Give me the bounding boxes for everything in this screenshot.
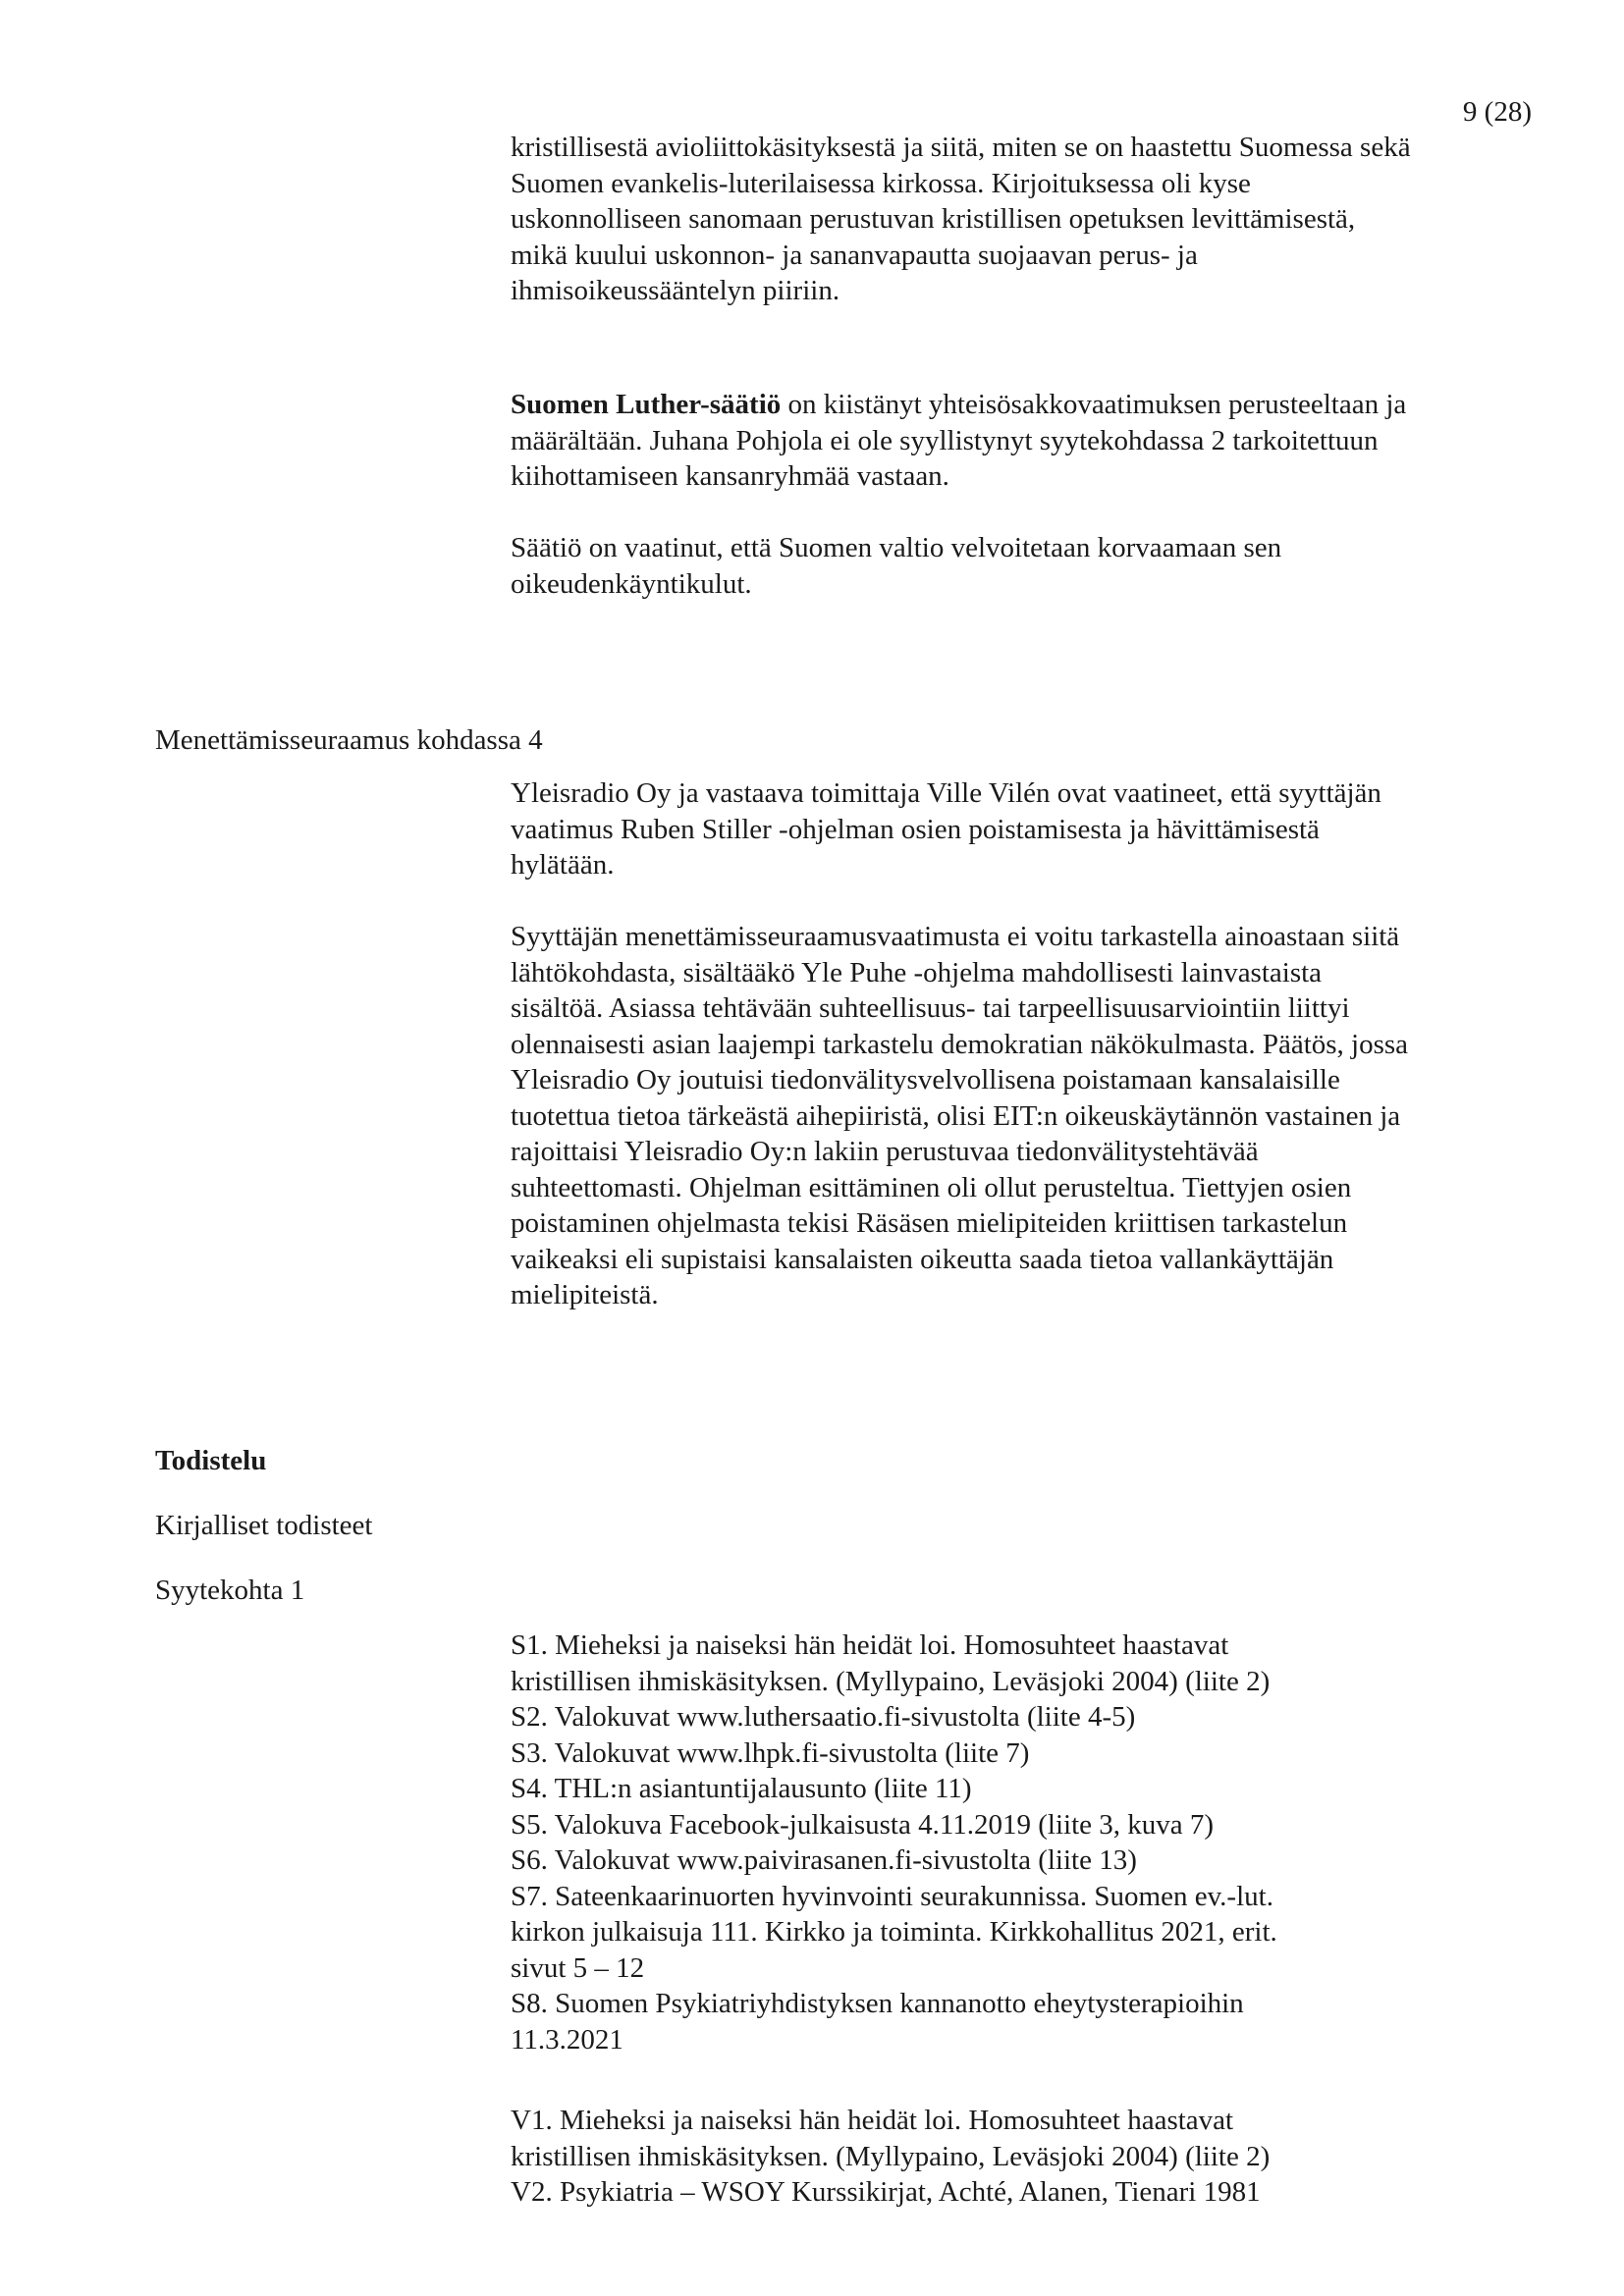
prosecutor-line: sisältöä. Asiassa tehtävään suhteellisuus- tai tarpeellisuusarviointiin liittyi [511,992,1350,1024]
foundation-paragraph [511,530,1561,602]
prosecutor-paragraph [511,919,1561,1313]
prosecutor-line: poistaminen ohjelmasta tekisi Räsäsen mielipiteiden kriittisen tarkastelun [511,1207,1348,1239]
prosecutor-line: Yleisradio Oy joutuisi tiedonvälitysvelvollisena poistamaan kansalaisille [511,1064,1340,1095]
intro-line: kristillisestä avioliittokäsityksestä ja siitä, miten se on haastettu Suomessa sekä [511,132,1411,163]
luther-first-line-rest: on kiistänyt yhteisösakkovaatimuksen perusteeltaan ja [781,389,1407,420]
evidence-line: S6. Valokuvat www.paivirasanen.fi-sivustolta (liite 13) [511,1844,1137,1876]
prosecutor-line: lähtökohdasta, sisältääkö Yle Puhe -ohjelma mahdollisesti lainvastaista [511,956,1323,988]
evidence-item-s7 [511,1879,1561,1987]
evidence-line: S7. Sateenkaarinuorten hyvinvointi seurakunnissa. Suomen ev.-lut. [511,1880,1273,1912]
yle-line: Yleisradio Oy ja vastaava toimittaja Ville Vilén ovat vaatineet, että syyttäjän [511,777,1381,809]
prosecutor-line: Syyttäjän menettämisseuraamusvaatimusta ei voitu tarkastella ainoastaan siitä [511,921,1400,952]
forfeiture-heading: Menettämisseuraamus kohdassa 4 [155,724,543,756]
page-number: 9 (28) [1462,96,1532,128]
evidence-item-s6 [511,1842,1561,1879]
prosecutor-line: suhteettomasti. Ohjelman esittäminen oli ollut perusteltua. Tiettyjen osien [511,1171,1352,1203]
prosecutor-line: tuotettua tietoa tärkeästä aihepiiristä, olisi EIT:n oikeuskäytännön vastainen ja [511,1099,1401,1132]
evidence-item-v2 [511,2174,1561,2211]
prosecution-evidence-list [511,1628,1561,2057]
evidence-line: S3. Valokuvat www.lhpk.fi-sivustolta (liite 7) [511,1736,1030,1769]
evidence-line: S1. Mieheksi ja naiseksi hän heidät loi. Homosuhteet haastavat [511,1629,1229,1661]
evidence-item-s4 [511,1771,1561,1807]
evidence-line: V1. Mieheksi ja naiseksi hän heidät loi. Homosuhteet haastavat [511,2105,1234,2136]
evidence-line: kristillisen ihmiskäsityksen. (Myllypaino, Leväsjoki 2004) (liite 2) [511,2140,1271,2172]
luther-line: määrältään. Juhana Pohjola ei ole syyllistynyt syytekohdassa 2 tarkoitettuun [511,424,1379,456]
evidence-line: S4. THL:n asiantuntijalausunto (liite 11) [511,1773,972,1804]
intro-line: Suomen evankelis-luterilaisessa kirkossa. Kirjoituksessa oli kyse [511,167,1251,199]
written-evidence-heading: Kirjalliset todisteet [155,1510,373,1541]
charge-point-heading: Syytekohta 1 [155,1575,305,1606]
intro-line: uskonnolliseen sanomaan perustuvan kristillisen opetuksen levittämisestä, [511,203,1356,235]
evidence-line: S2. Valokuvat www.luthersaatio.fi-sivustolta (liite 4-5) [511,1701,1136,1733]
evidence-item-s2 [511,1699,1561,1735]
evidence-line: kirkon julkaisuja 111. Kirkko ja toiminta. Kirkkohallitus 2021, erit. [511,1916,1277,1948]
evidence-item-s1 [511,1628,1561,1699]
evidence-line: S8. Suomen Psykiatriyhdistyksen kannanotto eheytysterapioihin [511,1988,1244,2019]
evidence-line: 11.3.2021 [511,2023,623,2056]
prosecutor-line: olennaisesti asian laajempi tarkastelu demokratian näkökulmasta. Päätös, jossa [511,1028,1409,1060]
evidence-item-s5 [511,1807,1561,1843]
intro-line: ihmisoikeussääntelyn piiriin. [511,275,840,306]
prosecutor-line: mielipiteistä. [511,1279,659,1310]
yle-line: vaatimus Ruben Stiller -ohjelman osien poistamisesta ja hävittämisestä [511,813,1320,845]
evidence-heading: Todistelu [155,1445,267,1476]
intro-line: mikä kuului uskonnon- ja sananvapautta suojaavan perus- ja [511,239,1198,271]
yle-paragraph [511,775,1561,883]
foundation-line: Säätiö on vaatinut, että Suomen valtio velvoitetaan korvaamaan sen [511,532,1282,563]
evidence-line: kristillisen ihmiskäsityksen. (Myllypaino, Leväsjoki 2004) (liite 2) [511,1665,1271,1697]
evidence-line: sivut 5 – 12 [511,1951,645,1984]
evidence-item-v1 [511,2103,1561,2174]
defense-evidence-list [511,2103,1561,2211]
evidence-item-s8 [511,1986,1561,2057]
prosecutor-line: vaikeaksi eli supistaisi kansalaisten oikeutta saada tietoa vallankäyttäjän [511,1243,1334,1275]
luther-first-line [511,387,1561,423]
evidence-line: S5. Valokuva Facebook-julkaisusta 4.11.2019 (liite 3, kuva 7) [511,1808,1215,1841]
luther-line: kiihottamiseen kansanryhmää vastaan. [511,460,949,492]
foundation-line: oikeudenkäyntikulut. [511,567,752,600]
evidence-item-s3 [511,1735,1561,1772]
yle-line: hylätään. [511,849,615,881]
intro-paragraph [511,130,1561,309]
luther-foundation-name: Suomen Luther-säätiö [511,389,782,420]
luther-paragraph [511,387,1561,495]
evidence-line: V2. Psykiatria – WSOY Kurssikirjat, Achté, Alanen, Tienari 1981 [511,2176,1261,2208]
prosecutor-line: rajoittaisi Yleisradio Oy:n lakiin perustuvaa tiedonvälitystehtävää [511,1136,1259,1167]
